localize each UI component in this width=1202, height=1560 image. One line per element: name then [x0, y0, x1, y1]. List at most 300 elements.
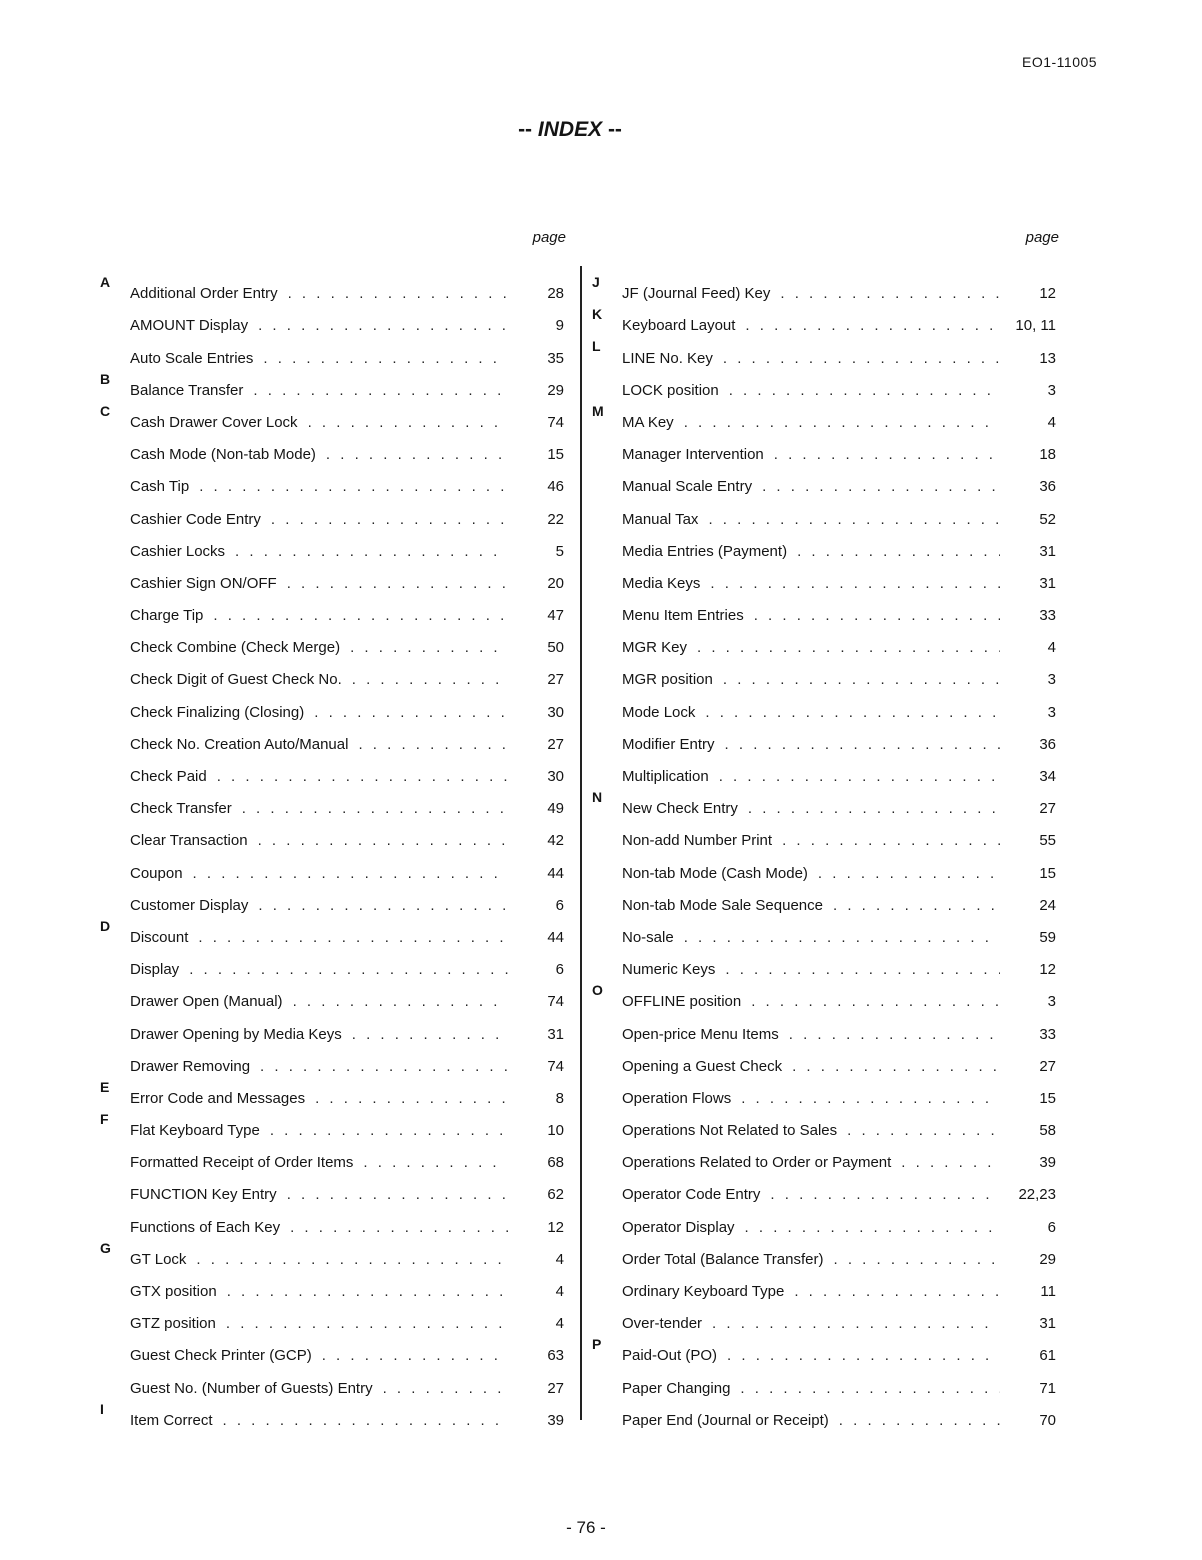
dot-leader: [290, 1219, 508, 1236]
title-dashes-right: --: [607, 118, 622, 141]
index-entry: [592, 1043, 1062, 1075]
entry-label: GT Lock: [130, 1250, 187, 1268]
entry-page-number: 30: [547, 768, 564, 785]
entry-label: Check Paid: [130, 768, 207, 785]
page-title: [0, 118, 1140, 142]
entry-page-number: 27: [1039, 800, 1056, 818]
entry-label: JF (Journal Feed) Key: [622, 285, 771, 303]
dot-leader: [352, 1026, 508, 1043]
entry-label: Operations Not Related to Sales: [622, 1122, 838, 1140]
index-entry: [592, 463, 1062, 495]
section-letter: O: [592, 982, 603, 999]
dot-leader: [770, 1186, 1000, 1203]
index-entry: [100, 334, 570, 366]
index-entry: [592, 431, 1062, 463]
section-letter: [592, 1268, 622, 1272]
entry-label: MGR position: [622, 671, 713, 689]
dot-leader: [684, 414, 1000, 431]
section-letter: [592, 431, 622, 435]
entry-page-number: 4: [555, 1315, 564, 1333]
index-entry: [592, 946, 1062, 978]
section-letter: [100, 656, 130, 660]
index-entry: [100, 1075, 570, 1107]
entry-label: Keyboard Layout: [622, 317, 736, 335]
index-entry: [100, 495, 570, 527]
entry-label: Drawer Open (Manual): [130, 993, 283, 1011]
entry-page-number: 27: [547, 671, 564, 689]
dot-leader: [833, 897, 1000, 914]
dot-leader: [719, 768, 1000, 785]
dot-leader: [287, 575, 508, 592]
section-letter: L: [592, 338, 601, 355]
entry-page-number: 27: [547, 1379, 564, 1397]
entry-label: Check Digit of Guest Check No.: [130, 671, 342, 689]
index-entry: [592, 334, 1062, 366]
section-letter: [100, 978, 130, 982]
index-entry: [100, 624, 570, 656]
index-entry: [592, 1171, 1062, 1203]
entry-page-number: 71: [1039, 1379, 1056, 1397]
section-letter: [100, 753, 130, 757]
index-entry: [592, 367, 1062, 399]
dot-leader: [740, 1380, 1000, 1397]
page-column-header-right: page: [1025, 229, 1059, 246]
section-letter: [592, 1043, 622, 1047]
section-letter: [592, 882, 622, 886]
entry-label: Cash Tip: [130, 478, 190, 496]
entry-label: Customer Display: [130, 896, 249, 914]
entry-label: Opening a Guest Check: [622, 1057, 783, 1075]
entry-page-number: 3: [1047, 993, 1056, 1011]
entry-page-number: 10, 11: [1015, 317, 1056, 335]
entry-label: Discount: [130, 928, 189, 946]
section-letter: [100, 1139, 130, 1143]
dot-leader: [789, 1026, 1000, 1043]
entry-page-number: 58: [1039, 1122, 1056, 1140]
index-entry: [592, 1268, 1062, 1300]
entry-label: Item Correct: [130, 1411, 213, 1429]
section-letter: [100, 495, 130, 499]
dot-leader: [780, 285, 1000, 302]
entry-page-number: 28: [547, 285, 564, 303]
index-entry: [100, 1332, 570, 1364]
index-entry: [100, 431, 570, 463]
index-entry: [592, 849, 1062, 881]
entry-page-number: 29: [547, 381, 564, 399]
index-entry: [592, 1300, 1062, 1332]
section-letter: [100, 624, 130, 628]
entry-page-number: 20: [547, 574, 564, 592]
entry-label: Check Transfer: [130, 800, 232, 818]
dot-leader: [223, 1412, 508, 1429]
index-entry: [592, 624, 1062, 656]
dot-leader: [712, 1315, 1000, 1332]
entry-label: Check No. Creation Auto/Manual: [130, 735, 349, 753]
entry-label: Coupon: [130, 864, 183, 882]
entry-label: Operator Display: [622, 1218, 735, 1236]
section-letter: D: [100, 917, 111, 934]
entry-page-number: 3: [1047, 381, 1056, 399]
dot-leader: [762, 478, 1000, 495]
entry-page-number: 4: [555, 1250, 564, 1268]
section-letter: [100, 592, 130, 596]
entry-page-number: 63: [547, 1347, 564, 1365]
section-letter: [100, 1171, 130, 1175]
dot-leader: [270, 1122, 508, 1139]
section-letter: B: [100, 370, 111, 387]
entry-page-number: 33: [1039, 1025, 1056, 1043]
entry-page-number: 27: [1039, 1057, 1056, 1075]
index-entry: [592, 1139, 1062, 1171]
entry-label: Drawer Opening by Media Keys: [130, 1025, 342, 1043]
index-entry: [100, 1107, 570, 1139]
entry-page-number: 52: [1039, 510, 1056, 528]
entry-label: Clear Transaction: [130, 832, 248, 850]
dot-leader: [729, 382, 1000, 399]
entry-label: Display: [130, 961, 180, 979]
section-letter: J: [592, 274, 600, 290]
section-letter: [592, 1010, 622, 1014]
entry-page-number: 5: [555, 542, 564, 560]
dot-leader: [189, 961, 508, 978]
section-letter: E: [100, 1078, 110, 1095]
dot-leader: [723, 350, 1000, 367]
section-letter: [100, 688, 130, 692]
entry-label: Functions of Each Key: [130, 1218, 281, 1236]
entry-page-number: 9: [555, 317, 564, 335]
dot-leader: [754, 607, 1000, 624]
dot-leader: [293, 993, 508, 1010]
entry-page-number: 22,23: [1018, 1186, 1056, 1204]
entry-label: Balance Transfer: [130, 381, 244, 399]
section-letter: [100, 1364, 130, 1368]
section-letter: M: [592, 402, 604, 419]
section-letter: [100, 882, 130, 886]
index-entry: [592, 592, 1062, 624]
dot-leader: [242, 800, 508, 817]
page-column-header-left: page: [532, 229, 566, 246]
entry-page-number: 6: [555, 961, 564, 979]
entry-label: MA Key: [622, 413, 674, 431]
entry-page-number: 44: [547, 928, 564, 946]
dot-leader: [198, 929, 508, 946]
entry-page-number: 49: [547, 800, 564, 818]
dot-leader: [260, 1058, 508, 1075]
entry-page-number: 62: [547, 1186, 564, 1204]
index-entry: [100, 946, 570, 978]
index-entry: [100, 753, 570, 785]
index-entry: [100, 849, 570, 881]
section-letter: K: [592, 306, 603, 323]
dot-leader: [901, 1154, 1000, 1171]
entry-page-number: 27: [547, 735, 564, 753]
dot-leader: [193, 865, 508, 882]
dot-leader: [363, 1154, 508, 1171]
index-entry: [592, 1397, 1062, 1429]
dot-leader: [326, 446, 508, 463]
entry-label: Media Entries (Payment): [622, 542, 788, 560]
index-entry: [100, 817, 570, 849]
entry-page-number: 30: [547, 703, 564, 721]
section-letter: [100, 785, 130, 789]
dot-leader: [751, 993, 1000, 1010]
section-letter: [592, 624, 622, 628]
entry-label: Check Combine (Check Merge): [130, 639, 341, 657]
entry-page-number: 39: [547, 1411, 564, 1429]
entry-label: Paper Changing: [622, 1379, 731, 1397]
index-entry: [592, 1203, 1062, 1235]
entry-page-number: 6: [555, 896, 564, 914]
index-entry: [592, 1107, 1062, 1139]
index-entry: [100, 1236, 570, 1268]
section-letter: [592, 656, 622, 660]
entry-label: Over-tender: [622, 1315, 703, 1333]
dot-leader: [839, 1412, 1000, 1429]
dot-leader: [258, 317, 508, 334]
index-entry: [592, 882, 1062, 914]
dot-leader: [833, 1251, 1000, 1268]
entry-page-number: 12: [1039, 285, 1056, 303]
index-entry: [592, 560, 1062, 592]
entry-label: Additional Order Entry: [130, 285, 278, 303]
section-letter: [592, 849, 622, 853]
entry-page-number: 15: [547, 446, 564, 464]
dot-leader: [308, 414, 508, 431]
entry-page-number: 22: [547, 510, 564, 528]
index-entry: [100, 656, 570, 688]
entry-page-number: 29: [1039, 1250, 1056, 1268]
entry-label: OFFLINE position: [622, 993, 742, 1011]
index-entry: [100, 592, 570, 624]
section-letter: [592, 560, 622, 564]
section-letter: [100, 1268, 130, 1272]
index-entry: [100, 688, 570, 720]
index-entry: [592, 1075, 1062, 1107]
entry-page-number: 33: [1039, 607, 1056, 625]
dot-leader: [684, 929, 1000, 946]
entry-label: Cashier Locks: [130, 542, 226, 560]
entry-label: Open-price Menu Items: [622, 1025, 779, 1043]
index-entry: [100, 721, 570, 753]
entry-page-number: 68: [547, 1154, 564, 1172]
index-entry: [100, 1139, 570, 1171]
index-entry: [100, 1300, 570, 1332]
entry-page-number: 61: [1039, 1347, 1056, 1365]
entry-label: Manual Tax: [622, 510, 699, 528]
index-entry: [592, 1364, 1062, 1396]
index-entry: [592, 1236, 1062, 1268]
dot-leader: [748, 800, 1000, 817]
index-entry: [100, 1010, 570, 1042]
index-entry: [592, 528, 1062, 560]
index-entry: [592, 495, 1062, 527]
entry-label: Flat Keyboard Type: [130, 1122, 260, 1140]
entry-label: Operations Related to Order or Payment: [622, 1154, 892, 1172]
section-letter: [100, 463, 130, 467]
dot-leader: [818, 865, 1000, 882]
entry-page-number: 12: [547, 1218, 564, 1236]
section-letter: [592, 1203, 622, 1207]
entry-label: Error Code and Messages: [130, 1089, 306, 1107]
section-letter: [100, 1043, 130, 1047]
entry-label: No-sale: [622, 928, 674, 946]
dot-leader: [705, 704, 1000, 721]
entry-label: Cashier Sign ON/OFF: [130, 574, 277, 592]
index-entry: [100, 270, 570, 302]
section-letter: [100, 1300, 130, 1304]
entry-label: Auto Scale Entries: [130, 349, 254, 367]
dot-leader: [258, 832, 508, 849]
section-letter: A: [100, 274, 111, 290]
entry-label: Mode Lock: [622, 703, 696, 721]
entry-page-number: 44: [547, 864, 564, 882]
dot-leader: [226, 1315, 508, 1332]
entry-label: Paper End (Journal or Receipt): [622, 1411, 829, 1429]
entry-label: Order Total (Balance Transfer): [622, 1250, 824, 1268]
entry-label: Non-tab Mode (Cash Mode): [622, 864, 808, 882]
section-letter: P: [592, 1336, 602, 1353]
index-entry: [100, 528, 570, 560]
index-entry: [592, 914, 1062, 946]
section-letter: [592, 721, 622, 725]
entry-page-number: 36: [1039, 478, 1056, 496]
entry-label: Guest Check Printer (GCP): [130, 1347, 312, 1365]
section-letter: [592, 1139, 622, 1143]
index-entry: [100, 1043, 570, 1075]
dot-leader: [797, 543, 1000, 560]
dot-leader: [383, 1380, 508, 1397]
dot-leader: [725, 736, 1000, 753]
dot-leader: [258, 897, 508, 914]
entry-page-number: 18: [1039, 446, 1056, 464]
entry-label: Manager Intervention: [622, 446, 764, 464]
index-entry: [100, 1268, 570, 1300]
section-letter: I: [100, 1400, 104, 1417]
section-letter: [592, 1300, 622, 1304]
section-letter: [592, 688, 622, 692]
entry-label: Operation Flows: [622, 1089, 732, 1107]
index-list-left: [100, 270, 570, 1429]
section-letter: [592, 914, 622, 918]
index-column-left: [100, 228, 570, 1429]
dot-leader: [794, 1283, 1000, 1300]
entry-label: Multiplication: [622, 768, 709, 785]
entry-page-number: 74: [547, 413, 564, 431]
entry-page-number: 50: [547, 639, 564, 657]
entry-label: Modifier Entry: [622, 735, 715, 753]
index-entry: [592, 270, 1062, 302]
entry-page-number: 3: [1047, 703, 1056, 721]
entry-page-number: 46: [547, 478, 564, 496]
index-entry: [592, 399, 1062, 431]
entry-page-number: 15: [1039, 1089, 1056, 1107]
entry-page-number: 12: [1039, 961, 1056, 979]
dot-leader: [723, 671, 1000, 688]
dot-leader: [708, 511, 1000, 528]
section-letter: [100, 1010, 130, 1014]
dot-leader: [213, 607, 508, 624]
entry-page-number: 74: [547, 1057, 564, 1075]
section-letter: [100, 334, 130, 338]
entry-page-number: 59: [1039, 928, 1056, 946]
index-entry: [100, 302, 570, 334]
section-letter: [592, 1364, 622, 1368]
entry-page-number: 3: [1047, 671, 1056, 689]
entry-page-number: 6: [1047, 1218, 1056, 1236]
entry-label: GTX position: [130, 1283, 217, 1300]
entry-label: Cash Mode (Non-tab Mode): [130, 446, 316, 464]
dot-leader: [352, 671, 508, 688]
index-list-right: [592, 270, 1062, 1429]
index-entry: [100, 1171, 570, 1203]
index-column-right: [592, 228, 1062, 1429]
index-entry: [592, 1332, 1062, 1364]
entry-label: GTZ position: [130, 1315, 216, 1333]
entry-label: Numeric Keys: [622, 961, 716, 979]
section-letter: [592, 463, 622, 467]
section-letter: [100, 849, 130, 853]
dot-leader: [288, 285, 508, 302]
section-letter: [100, 431, 130, 435]
entry-page-number: 31: [1039, 542, 1056, 560]
entry-page-number: 55: [1039, 832, 1056, 850]
entry-page-number: 39: [1039, 1154, 1056, 1172]
dot-leader: [263, 350, 508, 367]
title-word: INDEX: [537, 118, 603, 141]
entry-page-number: 11: [1040, 1283, 1056, 1300]
column-divider: [580, 266, 582, 1420]
entry-label: Menu Item Entries: [622, 607, 744, 625]
index-entry: [592, 753, 1062, 785]
section-letter: [592, 1397, 622, 1401]
section-letter: [100, 946, 130, 950]
index-entry: [100, 1203, 570, 1235]
index-entry: [100, 560, 570, 592]
dot-leader: [199, 478, 508, 495]
dot-leader: [253, 382, 508, 399]
dot-leader: [271, 511, 508, 528]
entry-page-number: 31: [1039, 1315, 1056, 1333]
entry-page-number: 34: [1039, 768, 1056, 785]
section-letter: [592, 1107, 622, 1111]
dot-leader: [782, 832, 1000, 849]
index-entry: [100, 785, 570, 817]
index-entry: [100, 399, 570, 431]
entry-page-number: 4: [1047, 413, 1056, 431]
entry-page-number: 31: [1039, 574, 1056, 592]
section-letter: [592, 753, 622, 757]
section-letter: [592, 528, 622, 532]
entry-page-number: 15: [1039, 864, 1056, 882]
index-entry: [592, 1010, 1062, 1042]
index-entry: [100, 914, 570, 946]
dot-leader: [792, 1058, 1000, 1075]
entry-page-number: 10: [547, 1122, 564, 1140]
entry-label: Media Keys: [622, 574, 701, 592]
entry-label: FUNCTION Key Entry: [130, 1186, 277, 1204]
section-letter: [592, 946, 622, 950]
entry-label: Non-tab Mode Sale Sequence: [622, 896, 823, 914]
dot-leader: [745, 317, 1000, 334]
section-letter: G: [100, 1239, 111, 1256]
section-letter: [100, 1332, 130, 1336]
entry-label: Charge Tip: [130, 607, 204, 625]
index-entry: [592, 785, 1062, 817]
entry-label: New Check Entry: [622, 800, 738, 818]
index-entry: [100, 1397, 570, 1429]
section-letter: [592, 495, 622, 499]
section-letter: [100, 528, 130, 532]
